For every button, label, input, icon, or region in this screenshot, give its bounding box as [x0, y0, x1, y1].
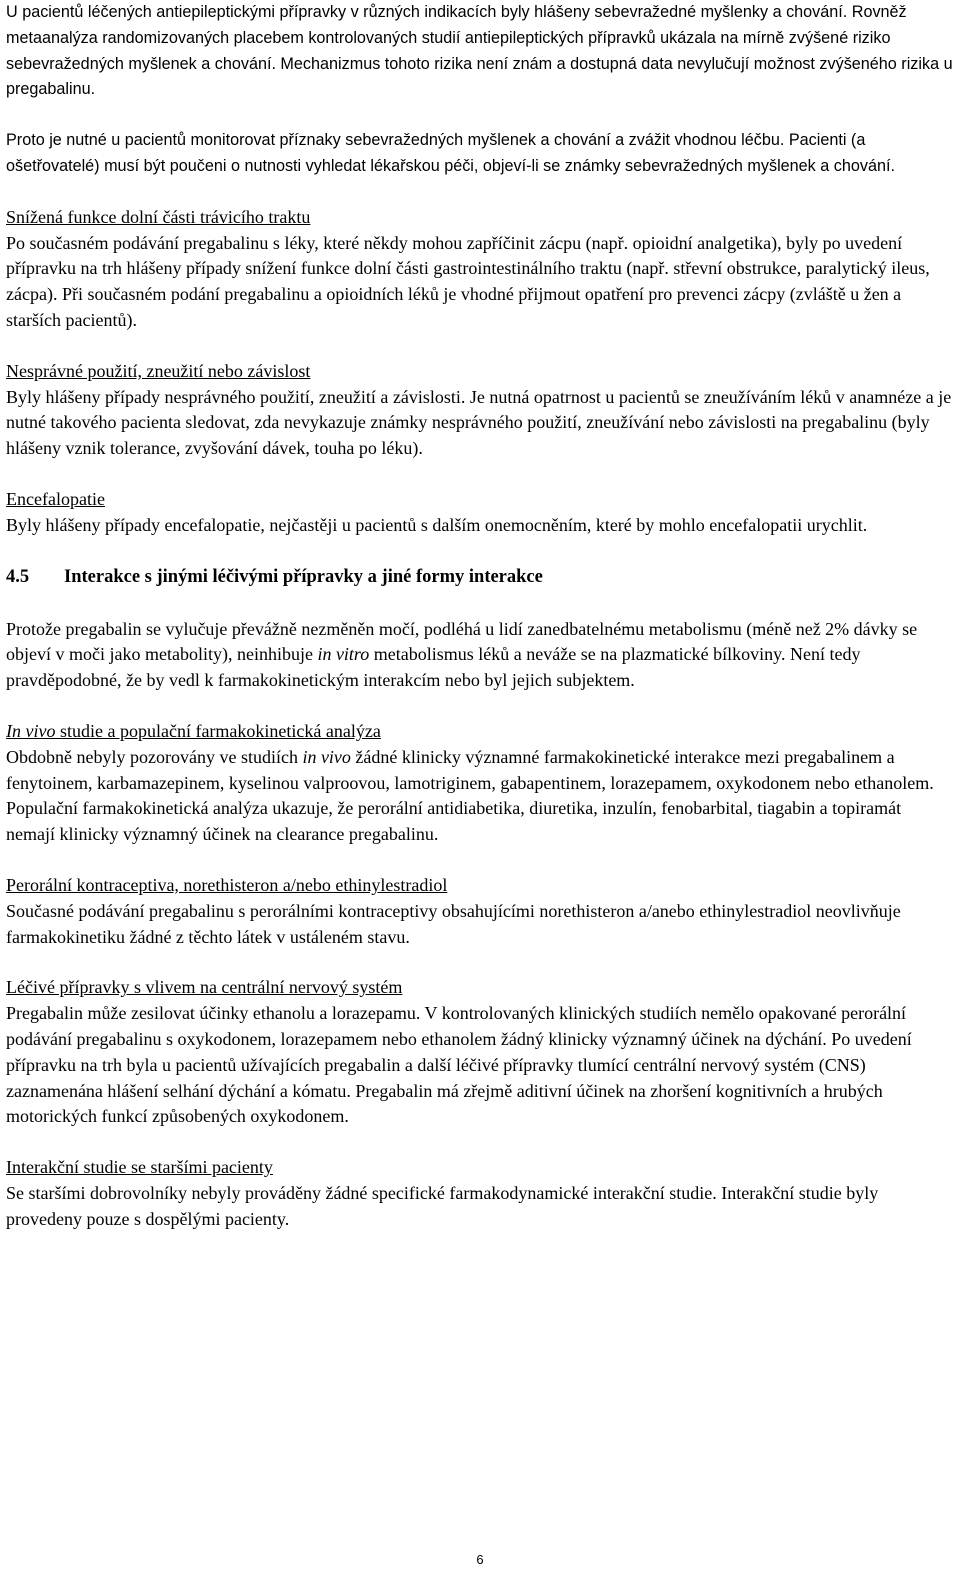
section-number: 4.5	[6, 566, 30, 587]
suicide-paragraph-1: U pacientů léčených antiepileptickými přípravky v různých indikacích byly hlášeny sebevražedné myšlenky a chování. Rovněž metaanalýza randomizovaných placebem kontrolovaných studií antiepileptických přípravků ukázala na mírně zvýšené riziko sebevražedných myšlenek a chování. Mechanizmus tohoto rizika není znám a dostupná data nevylučují možnost zvýšeného rizika u pregabalinu.	[6, 3, 953, 99]
encephalopathy-paragraph: Byly hlášeny případy encefalopatie, nejčastěji u pacientů s dalším onemocněním, které by mohlo encefalopatii urychlit.	[6, 514, 868, 535]
section-heading	[6, 564, 954, 590]
suicide-paragraph-2: Proto je nutné u pacientů monitorovat příznaky sebevražedných myšlenek a chování a zvážit vhodnou léčbu. Pacienti (a ošetřovatelé) musí být poučeni o nutnosti vyhledat lékařskou péči, objeví-li se známky sebevražedných myšlenek a chování.	[6, 131, 895, 175]
invivo-heading: In vivo studie a populační farmakokinetická analýza	[6, 720, 381, 741]
cns-paragraph: Pregabalin může zesilovat účinky ethanolu a lorazepamu. V kontrolovaných klinických studiích nemělo opakované perorální podávání pregabalinu s oxykodonem, lorazepamem nebo ethanolem žádný klinicky významný účinek na dýchání. Po uvedení přípravku na trh byla u pacientů užívajících pregabalin a další léčivé přípravky tlumící centrální nervový systém (CNS) zaznamenána hlášení selhání dýchání a kómatu. Pregabalin má zřejmě aditivní účinek na zhoršení kognitivních a hrubých motorických funkcí způsobených oxykodonem.	[6, 1003, 912, 1127]
misuse-heading: Nesprávné použití, zneužití nebo závislost	[6, 360, 311, 381]
section-intro-paragraph: Protože pregabalin se vylučuje převážně nezměněn močí, podléhá u lidí zanedbatelnému metabolismu (méně než 2% dávky se objeví v moči jako metabolity), neinhibuje in vitro metabolismus léků a neváže se na plazmatické bílkoviny. Není tedy pravděpodobné, že by vedl k farmakokinetickým interakcím nebo byl jejich subjektem.	[6, 618, 918, 691]
gi-paragraph: Po současném podávání pregabalinu s léky, které někdy mohou zapříčinit zácpu (např. opioidní analgetika), byly po uvedení přípravku na trh hlášeny případy snížení funkce dolní části gastrointestinálního traktu (např. střevní obstrukce, paralytický ileus, zácpa). Při současném podání pregabalinu a opioidních léků je vhodné přijmout opatření pro prevenci zácpy (zvláště u žen a starších pacientů).	[6, 232, 930, 330]
elderly-heading: Interakční studie se staršími pacienty	[6, 1157, 273, 1178]
page-number: 6	[476, 1552, 484, 1567]
cns-heading: Léčivé přípravky s vlivem na centrální nervový systém	[6, 977, 403, 998]
contraceptives-heading: Perorální kontraceptiva, norethisteron a/nebo ethinylestradiol	[6, 874, 448, 895]
misuse-paragraph: Byly hlášeny případy nesprávného použití, zneužití a závislosti. Je nutná opatrnost u pacientů se zneužíváním léků v anamnéze a je nutné takového pacienta sledovat, zda nevykazuje známky nesprávného použití, zneužívání nebo závislosti na pregabalinu (byly hlášeny vznik tolerance, zvyšování dávek, touha po léku).	[6, 386, 952, 459]
gi-heading: Snížená funkce dolní části trávicího traktu	[6, 206, 311, 227]
encephalopathy-heading: Encefalopatie	[6, 488, 105, 509]
contraceptives-paragraph: Současné podávání pregabalinu s perorálními kontraceptivy obsahujícími norethisteron a/anebo ethinylestradiol neovlivňuje farmakokinetiku žádné z těchto látek v ustáleném stavu.	[6, 900, 901, 947]
invivo-paragraph: Obdobně nebyly pozorovány ve studiích in vivo žádné klinicky významné farmakokinetické interakce mezi pregabalinem a fenytoinem, karbamazepinem, kyselinou valproovou, lamotriginem, gabapentinem, lorazepamem, oxykodonem nebo ethanolem. Populační farmakokinetická analýza ukazuje, že perorální antidiabetika, diuretika, inzulín, fenobarbital, tiagabin a topiramát nemají klinicky významný účinek na clearance pregabalinu.	[6, 746, 934, 845]
section-title: Interakce s jinými léčivými přípravky a jiné formy interakce	[64, 566, 543, 587]
elderly-paragraph: Se staršími dobrovolníky nebyly prováděny žádné specifické farmakodynamické interakční studie. Interakční studie byly provedeny pouze s dospělými pacienty.	[6, 1182, 879, 1229]
document-page	[6, 0, 954, 1232]
